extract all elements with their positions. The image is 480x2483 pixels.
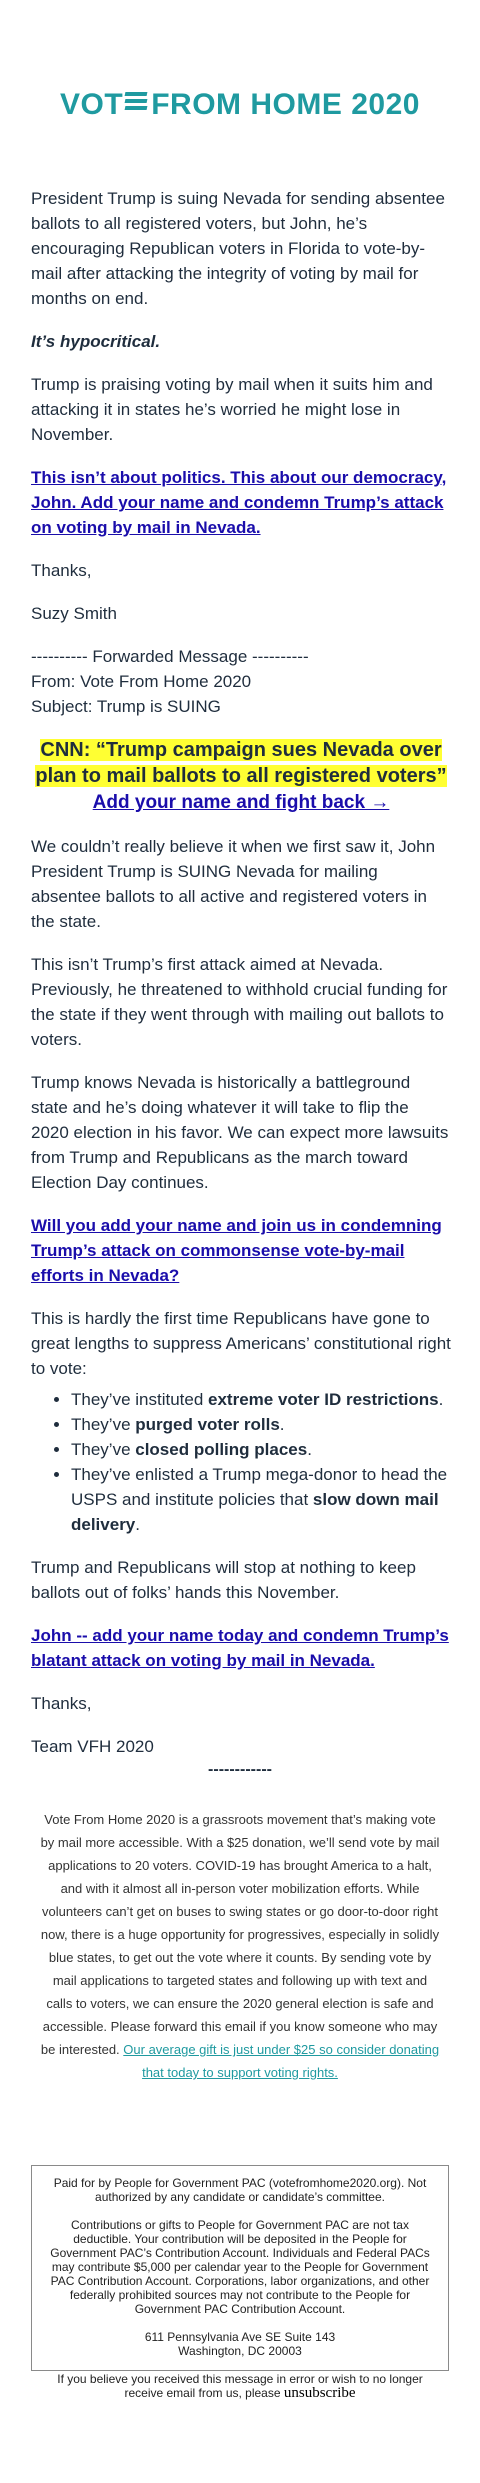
thanks-1: Thanks, [31,561,92,580]
mailing-address [46,2330,434,2358]
list-item: • They’ve closed polling places. [71,1437,451,1462]
thanks-2: Thanks, [31,1694,92,1713]
battleground-paragraph: Trump knows Nevada is historically a battleground state and he’s doing whatever it will take to flip the 2020 election in his favor. We can expect more lawsuits from Trump and Republicans as the march toward Election Day continues. [31,1073,449,1192]
cnn-headline-block [31,737,451,816]
legal-footer [31,2165,449,2401]
logo-text-right: FROM HOME 2020 [151,88,420,121]
condemn-link-3[interactable]: John -- add your name today and condemn Trump’s blatant attack on voting by mail in Nevada. [31,1626,449,1670]
contribution-disclaimer: Contributions or gifts to People for Government PAC are not tax deductible. Your contribution will be deposited in the People for Government PAC’s Contribution Account. Individuals and Federal PACs may contribute $5,000 per calendar year to the People for Government PAC Contribution Account. Corporations, labor organizations, and other federally prohibited sources may not contribute to the People for Government PAC Contribution Account. [50,2218,430,2316]
condemn-link-2[interactable]: Will you add your name and join us in condemning Trump’s attack on commonsense vote-by-mail efforts in Nevada? [31,1216,442,1285]
about-text: Vote From Home 2020 is a grassroots movement that’s making vote by mail more accessible. With a $25 donation, we’ll send vote by mail applications to 20 voters. COVID-19 has brought America to a halt, and with it almost all in-person voter mobilization efforts. While volunteers can’t get on buses to swing states or go door-to-door right now, there is a huge opportunity for progressives, especially in solidly blue states, to get out the vote where it counts. By sending vote by mail applications to targeted states and following up with text and calls to voters, we can ensure the 2020 general election is safe and accessible. Please forward this email if you know someone who may be interested. [40,1812,440,2057]
ballot-lines-icon [125,92,147,116]
cnn-headline: CNN: “Trump campaign sues Nevada over plan to mail ballots to all registered voters” [35,739,447,787]
condemn-link-1[interactable]: This isn’t about politics. This about our democracy, John. Add your name and condemn Trump’s attack on voting by mail in Nevada. [31,468,447,537]
address-line-1: 611 Pennsylvania Ave SE Suite 143 [144,2330,336,2344]
donate-link[interactable]: Our average gift is just under $25 so consider donating that today to support voting rights. [123,2042,440,2080]
signature-2: Team VFH 2020 [31,1737,154,1756]
forwarded-header [31,644,451,719]
fight-back-link[interactable]: Add your name and fight back → [92,792,390,813]
list-item: • They’ve enlisted a Trump mega-donor to head the USPS and institute policies that slow down mail delivery. [71,1462,451,1537]
signature-1: Suzy Smith [31,604,117,623]
forwarded-separator: ---------- Forwarded Message ---------- [31,647,309,666]
logo-text-left: VOT [60,88,124,121]
suppression-list [31,1387,451,1537]
unsubscribe-link[interactable]: unsubscribe [283,2385,356,2401]
section-divider: ------------ [208,1761,272,1778]
forwarded-from: From: Vote From Home 2020 [31,672,252,691]
first-attack-paragraph: This isn’t Trump’s first attack aimed at Nevada. Previously, he threatened to withhold crucial funding for the state if they went through with mailing out ballots to voters. [31,955,448,1049]
list-item: • They’ve instituted extreme voter ID restrictions. [71,1387,451,1412]
unsubscribe-text: If you believe you received this message in error or wish to no longer receive email from us, please [57,2372,423,2400]
hypocritical-statement: It’s hypocritical. [31,332,161,351]
unsubscribe-note [46,2372,434,2400]
suing-paragraph: We couldn’t really believe it when we first saw it, John President Trump is SUING Nevada for mailing absentee ballots to all active and registered voters in the state. [31,837,436,931]
paid-for-disclaimer: Paid for by People for Government PAC (votefromhome2020.org). Not authorized by any candidate or candidate’s committee. [53,2176,427,2204]
forwarded-subject: Subject: Trump is SUING [31,697,221,716]
email-body [31,186,451,1777]
intro-paragraph: President Trump is suing Nevada for sending absentee ballots to all registered voters, but John, he’s encouraging Republican voters in Florida to vote-by-mail after attacking the integrity of voting by mail for months on end. [31,189,445,308]
stop-at-nothing-paragraph: Trump and Republicans will stop at nothing to keep ballots out of folks’ hands this November. [31,1558,416,1602]
praising-paragraph: Trump is praising voting by mail when it suits him and attacking it in states he’s worried he might lose in November. [31,375,433,444]
address-line-2: Washington, DC 20003 [178,2344,302,2358]
list-item: • They’ve purged voter rolls. [71,1412,451,1437]
suppress-paragraph: This is hardly the first time Republicans have gone to great lengths to suppress Americans’ constitutional right to vote: [31,1309,451,1378]
about-paragraph [40,1808,440,2084]
vote-from-home-logo [0,88,480,122]
